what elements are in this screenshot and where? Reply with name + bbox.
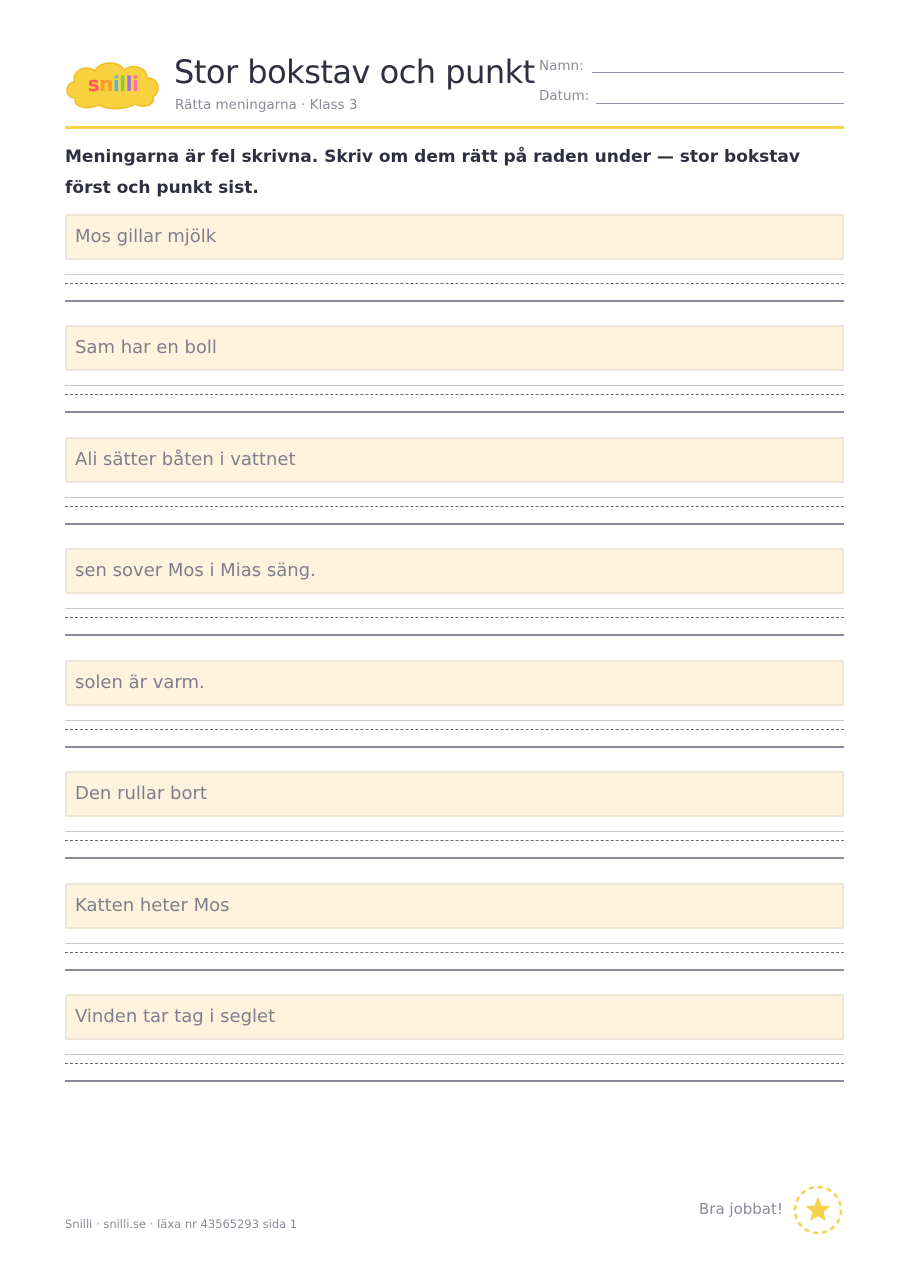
writing-line-baseline[interactable]: [65, 411, 844, 413]
writing-line-top: [65, 943, 844, 944]
page-subtitle: Rätta meningarna · Klass 3: [175, 97, 358, 113]
exercise-item: [65, 325, 844, 415]
writing-line-baseline[interactable]: [65, 969, 844, 971]
sentence-text: Sam har en boll: [75, 337, 217, 358]
sentence-box: [65, 325, 844, 371]
name-field[interactable]: [592, 72, 844, 73]
snilli-logo: [63, 58, 163, 110]
writing-line-midline: [65, 729, 844, 730]
writing-line-baseline[interactable]: [65, 746, 844, 748]
exercise-item: [65, 214, 844, 304]
exercise-item: [65, 771, 844, 861]
sentence-text: Vinden tar tag i seglet: [75, 1006, 276, 1027]
star-icon: [792, 1184, 844, 1236]
writing-line-midline: [65, 1063, 844, 1064]
writing-line-baseline[interactable]: [65, 300, 844, 302]
writing-line-top: [65, 274, 844, 275]
page-title: Stor bokstav och punkt: [174, 53, 535, 91]
sentence-text: solen är varm.: [75, 672, 205, 693]
exercise-item: [65, 660, 844, 750]
writing-line-midline: [65, 952, 844, 953]
writing-line-top: [65, 831, 844, 832]
writing-line-baseline[interactable]: [65, 857, 844, 859]
exercise-item: [65, 883, 844, 973]
name-label: Namn:: [539, 58, 584, 74]
sentence-box: [65, 883, 844, 929]
instruction-text: Meningarna är fel skrivna. Skriv om dem rätt på raden under — stor bokstav först och punkt sist.: [65, 147, 800, 198]
sentence-box: [65, 660, 844, 706]
sentence-text: Den rullar bort: [75, 783, 207, 804]
sentence-box: [65, 214, 844, 260]
sentence-text: Mos gillar mjölk: [75, 226, 217, 247]
writing-line-midline: [65, 840, 844, 841]
sentence-box: [65, 994, 844, 1040]
header-divider: [65, 126, 844, 129]
sentence-text: Ali sätter båten i vattnet: [75, 449, 296, 470]
sentence-box: [65, 437, 844, 483]
writing-line-baseline[interactable]: [65, 634, 844, 636]
writing-line-midline: [65, 394, 844, 395]
footer-text: Snilli · snilli.se · läxa nr 43565293 sida 1: [65, 1217, 298, 1231]
writing-line-top: [65, 720, 844, 721]
writing-line-midline: [65, 617, 844, 618]
exercise-item: [65, 437, 844, 527]
date-field[interactable]: [596, 103, 844, 104]
writing-line-top: [65, 1054, 844, 1055]
writing-line-midline: [65, 506, 844, 507]
exercise-item: [65, 994, 844, 1084]
svg-text:snilli: snilli: [87, 72, 139, 96]
writing-line-top: [65, 385, 844, 386]
writing-line-midline: [65, 283, 844, 284]
writing-line-top: [65, 497, 844, 498]
encouragement-text: Bra jobbat!: [699, 1200, 783, 1218]
sentence-text: sen sover Mos i Mias säng.: [75, 560, 316, 581]
sentence-box: [65, 771, 844, 817]
exercise-item: [65, 548, 844, 638]
date-label: Datum:: [539, 88, 590, 104]
sentence-text: Katten heter Mos: [75, 895, 230, 916]
writing-line-baseline[interactable]: [65, 1080, 844, 1082]
writing-line-baseline[interactable]: [65, 523, 844, 525]
writing-line-top: [65, 608, 844, 609]
sentence-box: [65, 548, 844, 594]
